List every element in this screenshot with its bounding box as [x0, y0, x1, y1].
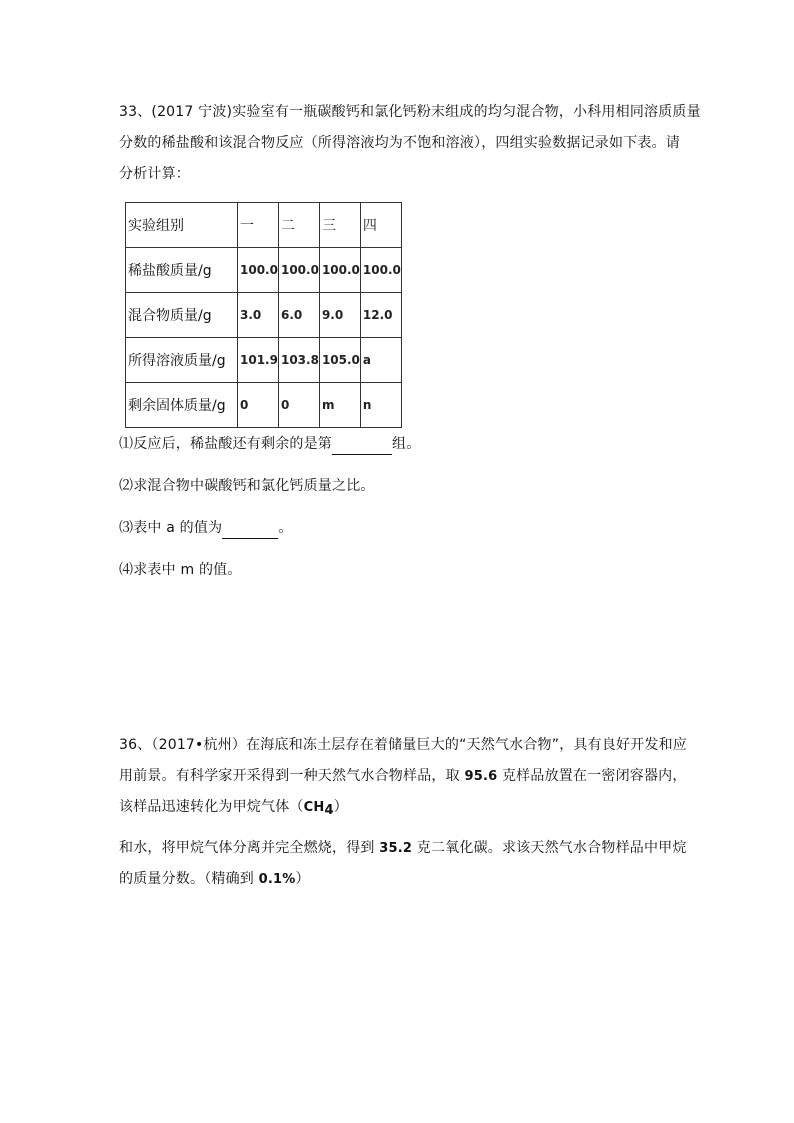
- table-cell: 0: [238, 383, 279, 428]
- table-header-row: [126, 203, 402, 248]
- table-header-cell: 四: [360, 203, 401, 248]
- table-cell: m: [319, 383, 360, 428]
- q33-subquestion-1: [119, 434, 420, 455]
- q33-line-3: 分析计算：: [119, 166, 190, 182]
- table-row: [126, 338, 402, 383]
- table-row: [126, 383, 402, 428]
- methane-formula: CH: [303, 800, 325, 815]
- q36-line3-suffix: ）: [333, 799, 348, 815]
- table-cell: 100.0: [319, 248, 360, 293]
- table-row-label: 所得溶液质量/g: [126, 338, 238, 383]
- table-cell: n: [360, 383, 401, 428]
- table-cell: 12.0: [360, 293, 401, 338]
- q36-line-1: 36、（2017•杭州）在海底和冻土层存在着储量巨大的“天然气水合物”，具有良好开发和应: [119, 737, 688, 753]
- table-cell: a: [360, 338, 401, 383]
- table-cell: 0: [278, 383, 319, 428]
- table-row: [126, 248, 402, 293]
- q36-line2-text: 用前景。有科学家开采得到一种天然气水合物样品，取: [119, 768, 465, 784]
- q33-subquestion-2: ⑵求混合物中碳酸钙和氯化钙质量之比。: [119, 478, 375, 494]
- table-header-cell: 实验组别: [126, 203, 238, 248]
- q33-line-2: 分数的稀盐酸和该混合物反应（所得溶液均为不饱和溶液），四组实验数据记录如下表。请: [119, 135, 680, 151]
- table-cell: 3.0: [238, 293, 279, 338]
- q36-sample-mass: 95.6: [464, 769, 498, 784]
- q36-line5-text: 的质量分数。（精确到: [119, 871, 259, 887]
- table-cell: 6.0: [278, 293, 319, 338]
- table-row: [126, 293, 402, 338]
- q33-sub1-suffix: 组。: [392, 436, 421, 452]
- q36-line4-suffix: 克二氧化碳。求该天然气水合物样品中甲烷: [412, 840, 687, 856]
- q36-line2-suffix: 克样品放置在一密闭容器内，: [497, 768, 687, 784]
- experiment-data-table: [125, 202, 402, 428]
- q36-line-2: [119, 766, 687, 787]
- answer-blank: [332, 434, 392, 455]
- table-cell: 100.0: [278, 248, 319, 293]
- q36-co2-mass: 35.2: [379, 841, 413, 856]
- q36-line4-text: 和水，将甲烷气体分离并完全燃烧，得到: [119, 840, 380, 856]
- table-cell: 9.0: [319, 293, 360, 338]
- table-header-cell: 三: [319, 203, 360, 248]
- q33-sub3-suffix: 。: [278, 520, 293, 536]
- answer-blank: [222, 518, 278, 539]
- q36-line5-suffix: ）: [295, 871, 310, 887]
- q33-line-1: 33、(2017 宁波)实验室有一瓶碳酸钙和氯化钙粉末组成的均匀混合物，小科用相同溶质质量: [119, 104, 701, 120]
- q33-subquestion-4: ⑷求表中 m 的值。: [119, 562, 242, 578]
- q36-line-3: [119, 797, 348, 821]
- table-row-label: 剩余固体质量/g: [126, 383, 238, 428]
- q36-precision: 0.1%: [258, 872, 296, 887]
- q33-sub1-text: ⑴反应后，稀盐酸还有剩余的是第: [119, 436, 332, 452]
- methane-formula-subscript: 4: [324, 803, 334, 818]
- table-cell: 103.8: [278, 338, 319, 383]
- table-row-label: 稀盐酸质量/g: [126, 248, 238, 293]
- q36-line-5: [119, 869, 310, 890]
- table-cell: 101.9: [238, 338, 279, 383]
- q36-line3-text: 该样品迅速转化为甲烷气体（: [119, 799, 304, 815]
- table-row-label: 混合物质量/g: [126, 293, 238, 338]
- table-cell: 100.0: [360, 248, 401, 293]
- table-cell: 105.0: [319, 338, 360, 383]
- q36-line-4: [119, 838, 687, 859]
- q33-sub3-text: ⑶表中 a 的值为: [119, 520, 223, 536]
- q33-subquestion-3: [119, 518, 292, 539]
- table-cell: 100.0: [238, 248, 279, 293]
- table-header-cell: 二: [278, 203, 319, 248]
- table-header-cell: 一: [238, 203, 279, 248]
